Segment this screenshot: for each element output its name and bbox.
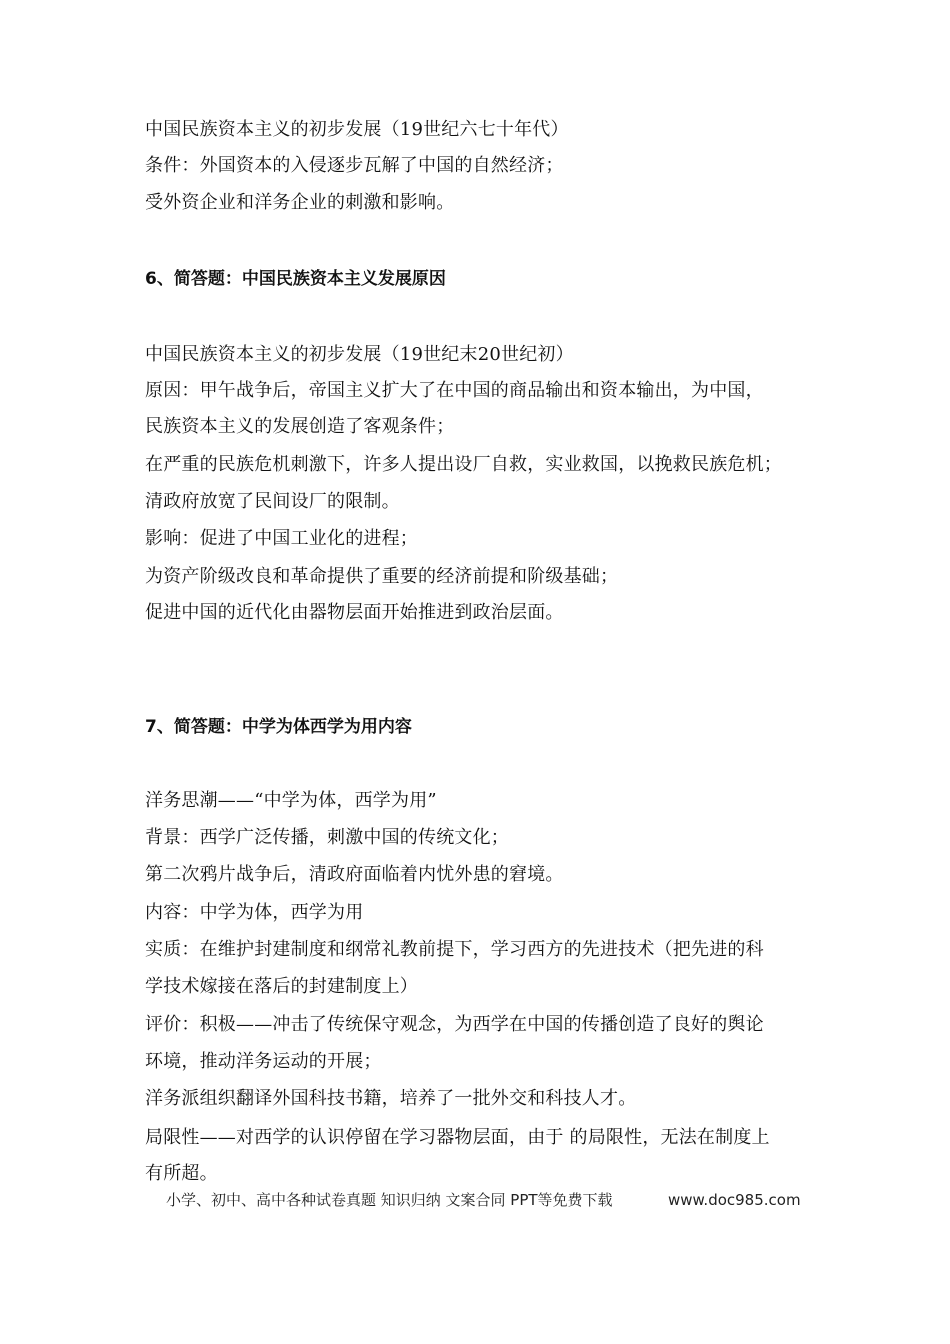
paragraph-line: 背景：西学广泛传播，刺激中国的传统文化；	[145, 827, 509, 848]
paragraph-line: 在严重的民族危机刺激下，许多人提出设厂自救，实业救国，以挽救民族危机；	[145, 454, 782, 475]
paragraph-line: 局限性——对西学的认识停留在学习器物层面，由于 的局限性，无法在制度上	[145, 1127, 770, 1148]
section-heading: 7、简答题：中学为体西学为用内容	[145, 717, 412, 737]
paragraph-line: 洋务思潮——“中学为体，西学为用”	[145, 790, 437, 811]
paragraph-line: 受外资企业和洋务企业的刺激和影响。	[145, 192, 455, 213]
paragraph-line: 中国民族资本主义的初步发展（19世纪末20世纪初）	[145, 344, 574, 365]
paragraph-line: 清政府放宽了民间设厂的限制。	[145, 491, 400, 512]
paragraph-line: 评价：积极——冲击了传统保守观念，为西学在中国的传播创造了良好的舆论	[145, 1014, 764, 1035]
paragraph-line: 条件：外国资本的入侵逐步瓦解了中国的自然经济；	[145, 155, 564, 176]
paragraph-line: 内容：中学为体，西学为用	[145, 902, 364, 923]
footer-text: 小学、初中、高中各种试卷真题 知识归纳 文案合同 PPT等免费下载	[166, 1191, 613, 1209]
paragraph-line: 实质：在维护封建制度和纲常礼教前提下，学习西方的先进技术（把先进的科	[145, 939, 764, 960]
paragraph-line: 第二次鸦片战争后，清政府面临着内忧外患的窘境。	[145, 864, 564, 885]
paragraph-line: 为资产阶级改良和革命提供了重要的经济前提和阶级基础；	[145, 566, 619, 587]
paragraph-line: 洋务派组织翻译外国科技书籍，培养了一批外交和科技人才。	[145, 1088, 637, 1109]
paragraph-line: 学技术嫁接在落后的封建制度上）	[145, 976, 418, 997]
paragraph-line: 环境，推动洋务运动的开展；	[145, 1051, 382, 1072]
section-heading: 6、简答题：中国民族资本主义发展原因	[145, 269, 446, 289]
paragraph-line: 有所超。	[145, 1163, 218, 1184]
paragraph-line: 促进中国的近代化由器物层面开始推进到政治层面。	[145, 602, 564, 623]
footer-url[interactable]: www.doc985.com	[668, 1191, 801, 1209]
paragraph-line: 民族资本主义的发展创造了客观条件；	[145, 416, 455, 437]
paragraph-line: 影响：促进了中国工业化的进程；	[145, 528, 418, 549]
paragraph-line: 原因：甲午战争后，帝国主义扩大了在中国的商品输出和资本输出，为中国，	[145, 380, 764, 401]
paragraph-line: 中国民族资本主义的初步发展（19世纪六七十年代）	[145, 119, 569, 140]
